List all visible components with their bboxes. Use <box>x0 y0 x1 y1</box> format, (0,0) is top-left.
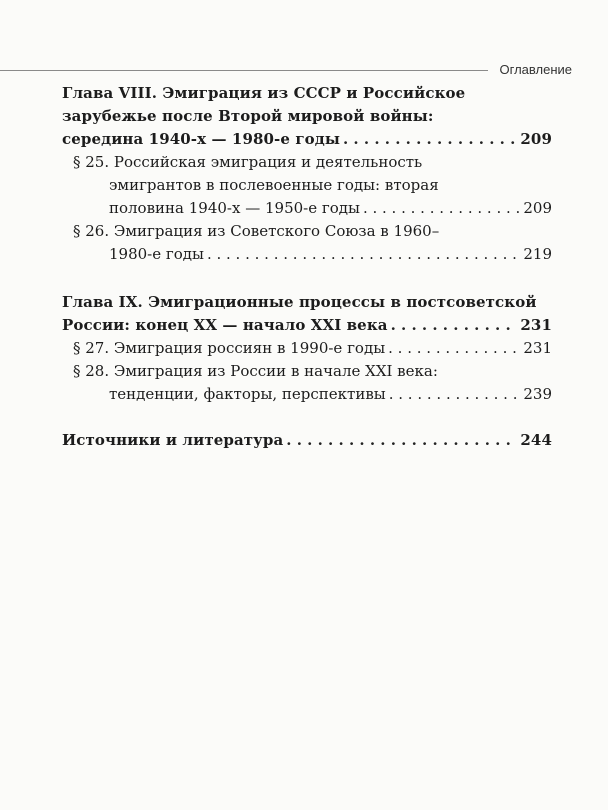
dot-leader <box>388 337 520 360</box>
toc-chapter-8[interactable] <box>62 82 552 151</box>
toc-section-28-page: 239 <box>523 385 552 403</box>
toc-section-28-line-1: § 28. Эмиграция из России в начале XXI века: <box>73 362 438 380</box>
toc-chapter-8-line-3-text: середина 1940-х — 1980-е годы <box>62 130 340 148</box>
toc-section-27[interactable] <box>62 337 552 360</box>
toc-section-25-page: 209 <box>523 199 552 217</box>
toc-section-25-line-2: эмигрантов в послевоенные годы: вторая <box>109 176 439 194</box>
dot-leader <box>343 128 517 151</box>
toc-section-26-page: 219 <box>523 245 552 263</box>
toc-chapter-8-line-1: Глава VIII. Эмиграция из СССР и Российское <box>62 84 466 102</box>
toc-section-26-line-2-text: 1980-е годы <box>109 245 204 263</box>
toc-sources-line-1 <box>62 429 552 452</box>
header-title: Оглавление <box>499 62 572 77</box>
toc-section-28-line-2-text: тенденции, факторы, перспективы <box>109 385 386 403</box>
toc-section-26-line-1: § 26. Эмиграция из Советского Союза в 1960– <box>73 222 440 240</box>
dot-leader <box>391 314 518 337</box>
running-header <box>0 60 572 80</box>
toc-chapter-8-line-3 <box>62 128 552 151</box>
toc-section-27-page: 231 <box>523 339 552 357</box>
toc-section-27-line-1 <box>62 337 552 360</box>
toc-section-27-line-1-text: § 27. Эмиграция россиян в 1990-е годы <box>73 339 386 357</box>
toc-chapter-9[interactable] <box>62 291 552 337</box>
toc-sources-page: 244 <box>520 431 552 449</box>
toc-chapter-9-page: 231 <box>520 316 552 334</box>
dot-leader <box>207 243 520 266</box>
toc-section-25-line-3 <box>62 197 552 220</box>
table-of-contents <box>62 82 552 452</box>
toc-chapter-8-page: 209 <box>520 130 552 148</box>
toc-section-26[interactable] <box>62 220 552 266</box>
toc-chapter-9-line-1: Глава IX. Эмиграционные процессы в постсоветской <box>62 293 537 311</box>
toc-chapter-8-line-2: зарубежье после Второй мировой войны: <box>62 107 434 125</box>
toc-section-28[interactable] <box>62 360 552 406</box>
header-rule <box>0 70 488 71</box>
toc-chapter-9-line-2 <box>62 314 552 337</box>
toc-sources[interactable] <box>62 429 552 452</box>
dot-leader <box>286 429 517 452</box>
dot-leader <box>389 383 521 406</box>
toc-section-25-line-3-text: половина 1940-х — 1950-е годы <box>109 199 360 217</box>
toc-sources-line-1-text: Источники и литература <box>62 431 284 449</box>
toc-chapter-9-line-2-text: России: конец XX — начало XXI века <box>62 316 388 334</box>
toc-section-25[interactable] <box>62 151 552 220</box>
toc-section-25-line-1: § 25. Российская эмиграция и деятельность <box>73 153 423 171</box>
dot-leader <box>363 197 520 220</box>
toc-section-28-line-2 <box>62 383 552 406</box>
toc-section-26-line-2 <box>62 243 552 266</box>
